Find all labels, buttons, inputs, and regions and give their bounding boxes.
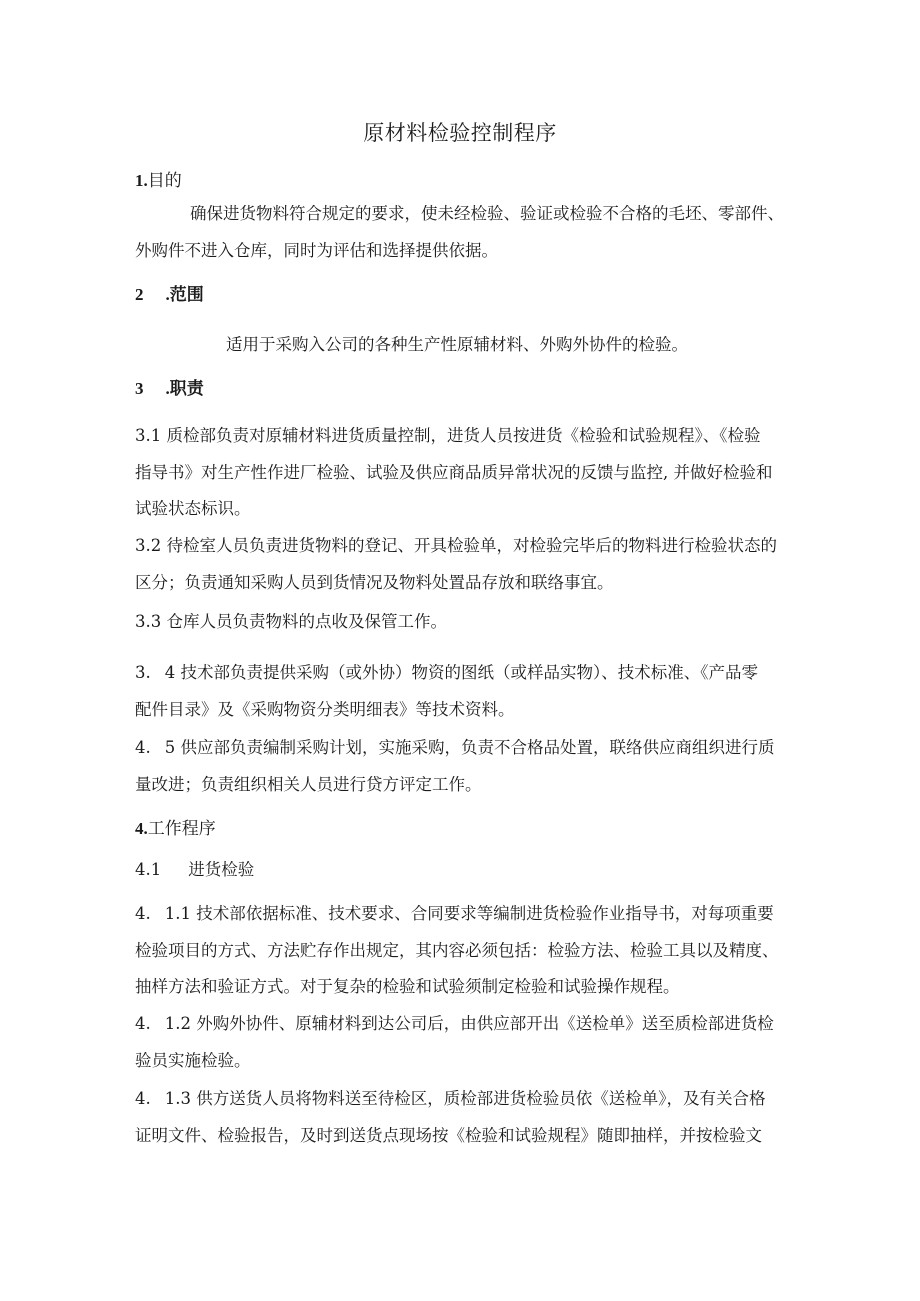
section-2-body: 适用于采购入公司的各种生产性原辅材料、外购外协件的检验。: [226, 335, 688, 354]
paragraph-4-1-3-line-2: 证明文件、检验报告，及时到送货点现场按《检验和试验规程》随即抽样，并按检验文: [135, 1125, 762, 1145]
subsection-4-1-number: 4.1: [135, 860, 162, 879]
paragraph-4-1-1-number: 4.: [135, 904, 151, 923]
paragraph-3-4-number: 3.: [135, 663, 151, 682]
paragraph-3-5-number: 4.: [135, 738, 151, 757]
paragraph-3-5-line-2: 量改进；负责组织相关人员进行贷方评定工作。: [135, 774, 482, 794]
section-4-title: 工作程序: [147, 819, 216, 839]
paragraph-3-1-line-2: 指导书》对生产性作进厂检验、试验及供应商品质异常状况的反馈与监控, 并做好检验和: [135, 462, 773, 482]
section-4-heading: [135, 814, 216, 839]
paragraph-3-2-line-1: 3.2 待检室人员负责进货物料的登记、开具检验单，对检验完毕后的物料进行检验状态的: [135, 536, 777, 555]
paragraph-3-5-line-1: 5 供应部负责编制采购计划，实施采购，负责不合格品处置，联络供应商组织进行质: [164, 738, 775, 757]
paragraph-3-5: [135, 730, 795, 803]
paragraph-4-1-2: [135, 1006, 795, 1079]
section-3-heading: [135, 374, 204, 399]
paragraph-3-3: [135, 604, 795, 641]
paragraph-3-3-line-1: 3.3 仓库人员负责物料的点收及保管工作。: [135, 612, 447, 631]
section-1-line-2: 外购件不进入仓库，同时为评估和选择提供依据。: [135, 240, 498, 260]
paragraph-3-4: [135, 655, 795, 728]
paragraph-4-1-1-line-1: 1.1 技术部依据标准、技术要求、合同要求等编制进货检验作业指导书，对每项重要: [164, 904, 774, 923]
paragraph-4-1-2-number: 4.: [135, 1014, 151, 1033]
paragraph-3-1-line-1: 3.1 质检部负责对原辅材料进货质量控制，进货人员按进货《检验和试验规程》、《检验: [135, 426, 761, 445]
paragraph-3-4-line-2: 配件目录》及《采购物资分类明细表》等技术资料。: [135, 699, 515, 719]
section-1-title: 目的: [147, 171, 182, 191]
section-3-title: .职责: [165, 379, 204, 398]
paragraph-4-1-1: [135, 896, 795, 1006]
paragraph-3-4-line-1: 4 技术部负责提供采购（或外协）物资的图纸（或样品实物）、技术标准、《产品零: [164, 663, 758, 682]
section-1-line-1: 确保进货物料符合规定的要求，使未经检验、验证或检验不合格的毛坯、零部件、: [190, 204, 784, 223]
section-3-number: 3: [135, 379, 144, 398]
paragraph-4-1-2-line-1: 1.2 外购外协件、原辅材料到达公司后，由供应部开出《送检单》送至质检部进货检: [164, 1014, 774, 1033]
paragraph-4-1-3: [135, 1081, 795, 1154]
section-1-body: [135, 196, 795, 269]
section-2-number: 2: [135, 285, 144, 304]
paragraph-4-1-1-line-2: 检验项目的方式、方法贮存作出规定，其内容必须包括：检验方法、检验工具以及精度、: [135, 940, 779, 960]
paragraph-3-1-line-3: 试验状态标识。: [135, 499, 251, 518]
document-title: 原材料检验控制程序: [363, 121, 557, 145]
section-2-heading: [135, 280, 204, 305]
section-2-title: .范围: [165, 285, 204, 304]
paragraph-4-1-2-line-2: 验员实施检验。: [135, 1050, 251, 1070]
section-1-number: 1.: [135, 171, 148, 190]
subsection-4-1-heading: [135, 856, 254, 880]
paragraph-3-2-line-2: 区分；负责通知采购人员到货情况及物料处置品存放和联络事宜。: [135, 572, 614, 592]
paragraph-4-1-3-line-1: 1.3 供方送货人员将物料送至待检区，质检部进货检验员依《送检单》，及有关合格: [164, 1089, 766, 1108]
section-1-heading: [135, 166, 182, 191]
paragraph-3-2: [135, 528, 795, 601]
paragraph-4-1-1-line-3: 抽样方法和验证方式。对于复杂的检验和试验须制定检验和试验操作规程。: [135, 977, 680, 996]
paragraph-4-1-3-number: 4.: [135, 1089, 151, 1108]
paragraph-3-1: [135, 418, 795, 528]
section-4-number: 4.: [135, 819, 148, 838]
subsection-4-1-title: 进货检验: [188, 860, 255, 879]
